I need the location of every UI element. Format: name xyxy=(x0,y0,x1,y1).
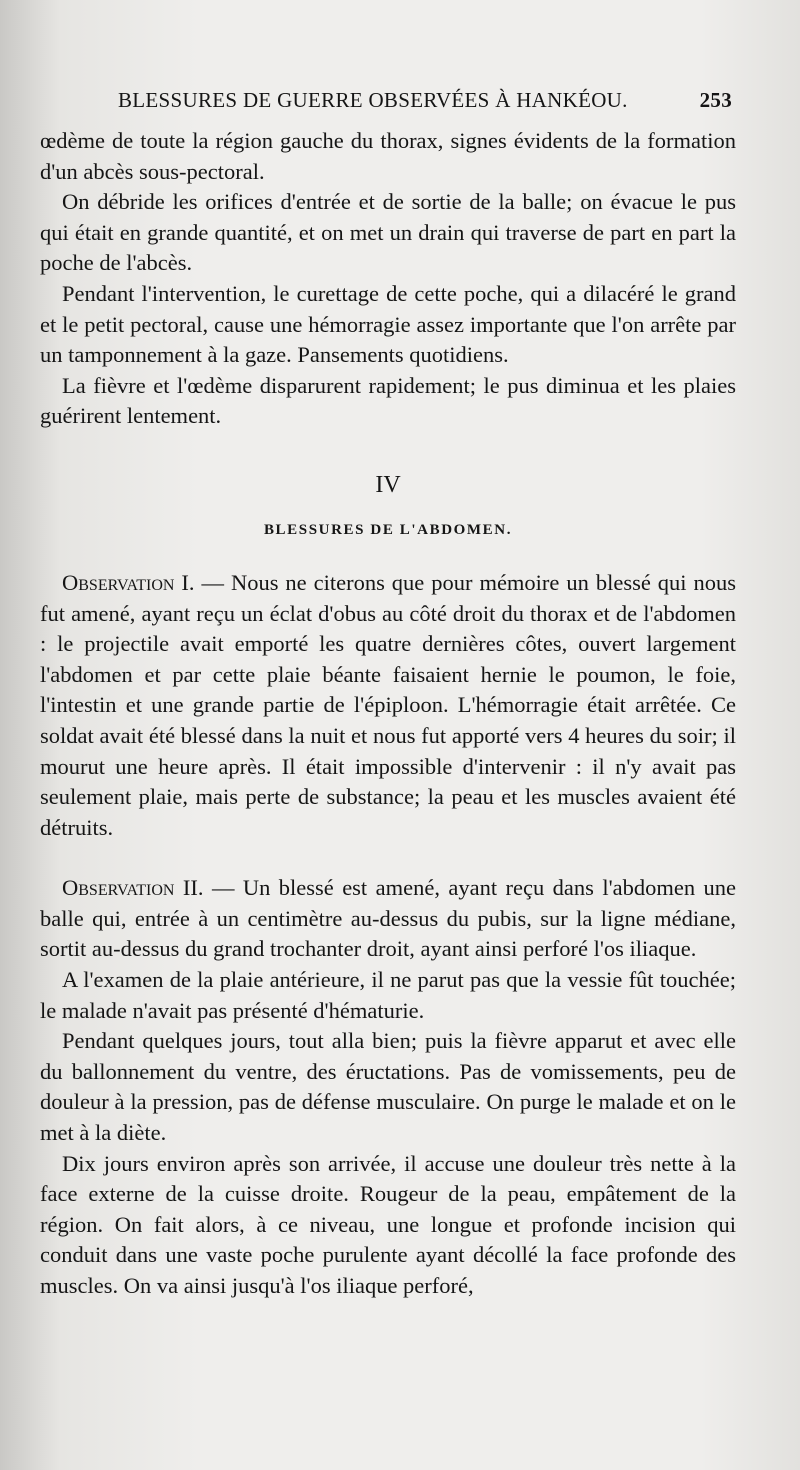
body-text xyxy=(40,126,736,1302)
paragraph-intervention: Pendant l'intervention, le curettage de cette poche, qui a dilacéré le grand et le petit pectoral, cause une hémorragie assez importante que l'on arrête par un tamponnement à la gaze. Pansements quotidiens. xyxy=(40,280,736,368)
observation-1 xyxy=(40,568,736,843)
observation-1-label: Observation I. xyxy=(62,569,195,595)
paragraph-examination: A l'examen de la plaie antérieure, il ne parut pas que la vessie fût touchée; le malade n'avait pas présenté d'hématurie. xyxy=(40,967,736,1023)
page-number: 253 xyxy=(699,88,732,112)
section-number: IV xyxy=(375,471,401,498)
paragraph-course: Pendant quelques jours, tout alla bien; puis la fièvre apparut et avec elle du ballonnement du ventre, des éructations. Pas de vomissements, peu de douleur à la pression, pas de défense musculaire. On purge le malade et on le met à la diète. xyxy=(40,1028,736,1146)
running-title: BLESSURES DE GUERRE OBSERVÉES À HANKÉOU. xyxy=(118,88,628,112)
section-title: BLESSURES DE L'ABDOMEN. xyxy=(263,521,513,538)
observation-2-label: Observation II. xyxy=(62,875,204,901)
paragraph-incision: Dix jours environ après son arrivée, il accuse une douleur très nette à la face externe de la cuisse droite. Rougeur de la peau, empâtement de la région. On fait alors, à ce niveau, une longue et profonde incision qui conduit dans une vaste poche purulente ayant décollé la face profonde des muscles. On va ainsi jusqu'à l'os iliaque perforé, xyxy=(40,1150,736,1298)
observation-1-text: — Nous ne citerons que pour mémoire un blessé qui nous fut amené, ayant reçu un éclat d'obus au côté droit du thorax et de l'abdomen : le projectile avait emporté les quatre dernières côtes, ouvert largement l'abdomen et par cette plaie béante faisaient hernie le poumon, le foie, l'intestin et une grande partie de l'épiploon. L'hémorragie était arrêtée. Ce soldat avait été blessé dans la nuit et nous fut apporté vers 4 heures du soir; il mourut une heure après. Il était impossible d'intervenir : il n'y avait pas seulement plaie, mais perte de substance; la peau et les muscles avaient été détruits. xyxy=(40,569,736,840)
paragraph-debridement: On débride les orifices d'entrée et de sortie de la balle; on évacue le pus qui était en grande quantité, et on met un drain qui traverse de part en part la poche de l'abcès. xyxy=(40,189,736,276)
paragraph-gap xyxy=(40,843,736,873)
paragraph-continued: œdème de toute la région gauche du thorax, signes évidents de la formation d'un abcès sous-pectoral. xyxy=(40,128,736,184)
running-header xyxy=(118,84,738,118)
observation-2 xyxy=(40,873,736,965)
paragraph-recovery: La fièvre et l'œdème disparurent rapidement; le pus diminua et les plaies guérirent lentement. xyxy=(40,372,736,429)
observation-2-text: — Un blessé est amené, ayant reçu dans l'abdomen une balle qui, entrée à un centimètre au-dessus du pubis, sur la ligne médiane, sortit au-dessus du grand trochanter droit, ayant ainsi perforé l'os iliaque. xyxy=(40,875,737,962)
